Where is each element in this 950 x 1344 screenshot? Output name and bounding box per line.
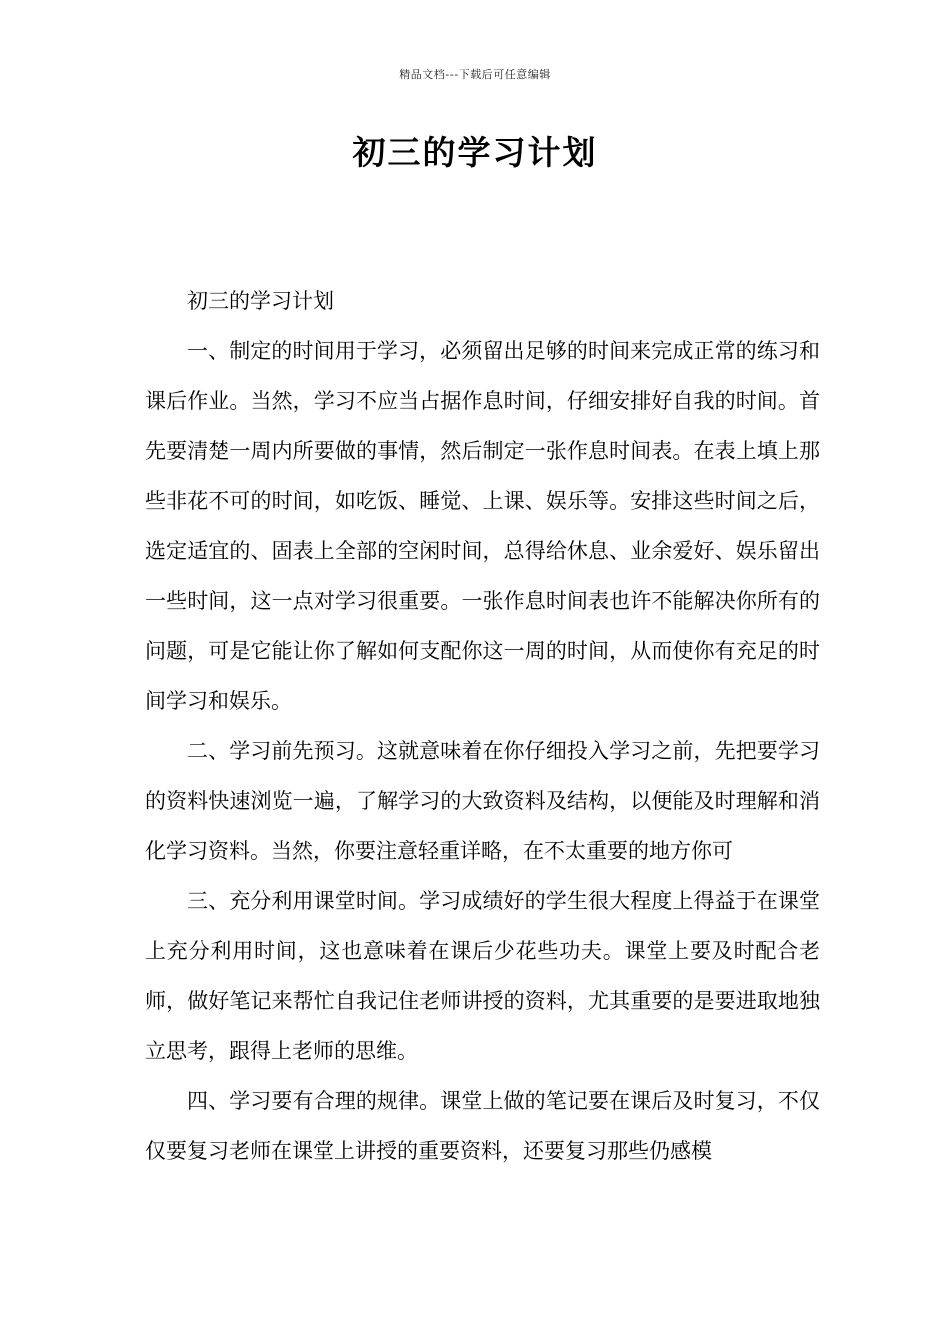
paragraph-intro-title: 初三的学习计划	[187, 289, 334, 313]
document-title: 初三的学习计划	[352, 133, 598, 172]
paragraph-2-preview: 二、学习前先预习。这就意味着在你仔细投入学习之前，先把要学习的资料快速浏览一遍，了解学习的大致资料及结构，以便能及时理解和消化学习资料。当然，你要注意轻重详略，在不太重要的地方你可	[145, 739, 820, 863]
header-note: 精品文档---下载后可任意编辑	[399, 68, 551, 81]
document-body	[145, 276, 820, 1176]
paragraph-3-classroom: 三、充分利用课堂时间。学习成绩好的学生很大程度上得益于在课堂上充分利用时间，这也意味着在课后少花些功夫。课堂上要及时配合老师，做好笔记来帮忙自我记住老师讲授的资料，尤其重要的是要进取地独立思考，跟得上老师的思维。	[145, 889, 820, 1063]
paragraph-1-schedule: 一、制定的时间用于学习，必须留出足够的时间来完成正常的练习和课后作业。当然，学习不应当占据作息时间，仔细安排好自我的时间。首先要清楚一周内所要做的事情，然后制定一张作息时间表。在表上填上那些非花不可的时间，如吃饭、睡觉、上课、娱乐等。安排这些时间之后，选定适宜的、固表上全部的空闲时间，总得给休息、业余爱好、娱乐留出一些时间，这一点对学习很重要。一张作息时间表也许不能解决你所有的问题，可是它能让你了解如何支配你这一周的时间，从而使你有充足的时间学习和娱乐。	[145, 339, 820, 713]
paragraph-4-regularity: 四、学习要有合理的规律。课堂上做的笔记要在课后及时复习，不仅仅要复习老师在课堂上讲授的重要资料，还要复习那些仍感模	[145, 1089, 820, 1163]
